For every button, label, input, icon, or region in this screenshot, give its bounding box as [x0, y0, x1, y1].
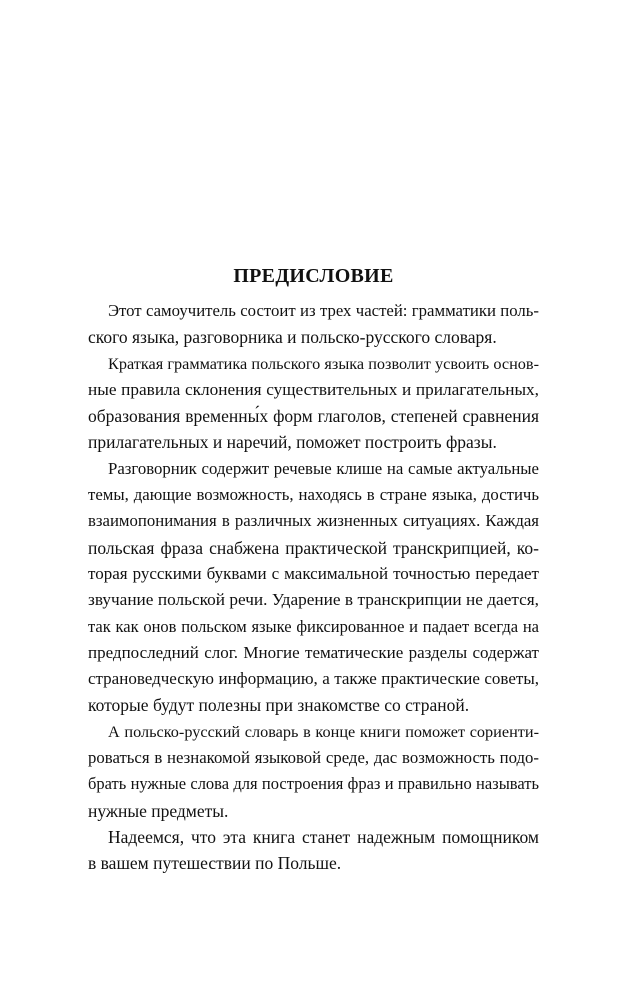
- text-line: роваться в незнакомой языковой среде, дас возможность подо-: [88, 748, 539, 768]
- text-line: образования временны́х форм глаголов, степеней сравнения: [88, 406, 539, 427]
- paragraph-closing: [88, 824, 539, 877]
- text-line: звучание польской речи. Ударение в транскрипции не дается,: [88, 590, 539, 610]
- text-line: предпоследний слог. Многие тематические разделы содержат: [88, 642, 539, 662]
- text-line: взаимопонимания в различных жизненных ситуациях. Каждая: [88, 511, 539, 531]
- text-line: Надеемся, что эта книга станет надежным помощником: [108, 826, 539, 847]
- text-line: брать нужные слова для построения фраз и правильно называть: [88, 774, 539, 794]
- text-line: торая русскими буквами с максимальной точностью передает: [88, 563, 539, 583]
- text-line: Разговорник содержит речевые клише на самые актуальные: [108, 458, 539, 478]
- paragraph-phrasebook: [88, 456, 539, 719]
- text-line: страноведческую информацию, а также практические советы,: [88, 669, 539, 689]
- text-line: так как онов польском языке фиксированное и падает всегда на: [88, 616, 539, 636]
- text-line: прилагательных и наречий, поможет построить фразы.: [88, 432, 497, 453]
- text-line: которые будут полезны при знакомстве со страной.: [88, 695, 470, 716]
- paragraph-dictionary: [88, 719, 539, 824]
- text-line: польская фраза снабжена практической транскрипцией, ко-: [88, 537, 539, 558]
- paragraph-intro: [88, 298, 539, 351]
- text-line: А польско-русский словарь в конце книги поможет сориенти-: [108, 722, 539, 741]
- text-line: в вашем путешествии по Польше.: [88, 853, 342, 874]
- preface-body: [88, 298, 539, 877]
- text-line: темы, дающие возможность, находясь в стране языка, достичь: [88, 485, 539, 505]
- text-line: Краткая грамматика польского языка позволит усвоить основ-: [108, 354, 539, 373]
- page-title: ПРЕДИСЛОВИЕ: [233, 265, 394, 287]
- text-line: Этот самоучитель состоит из трех частей: грамматики поль-: [108, 301, 539, 320]
- text-line: нужные предметы.: [88, 800, 229, 821]
- paragraph-grammar: [88, 351, 539, 456]
- text-line: ского языка, разговорника и польско-русского словаря.: [88, 327, 497, 348]
- text-line: ные правила склонения существительных и прилагательных,: [88, 379, 539, 399]
